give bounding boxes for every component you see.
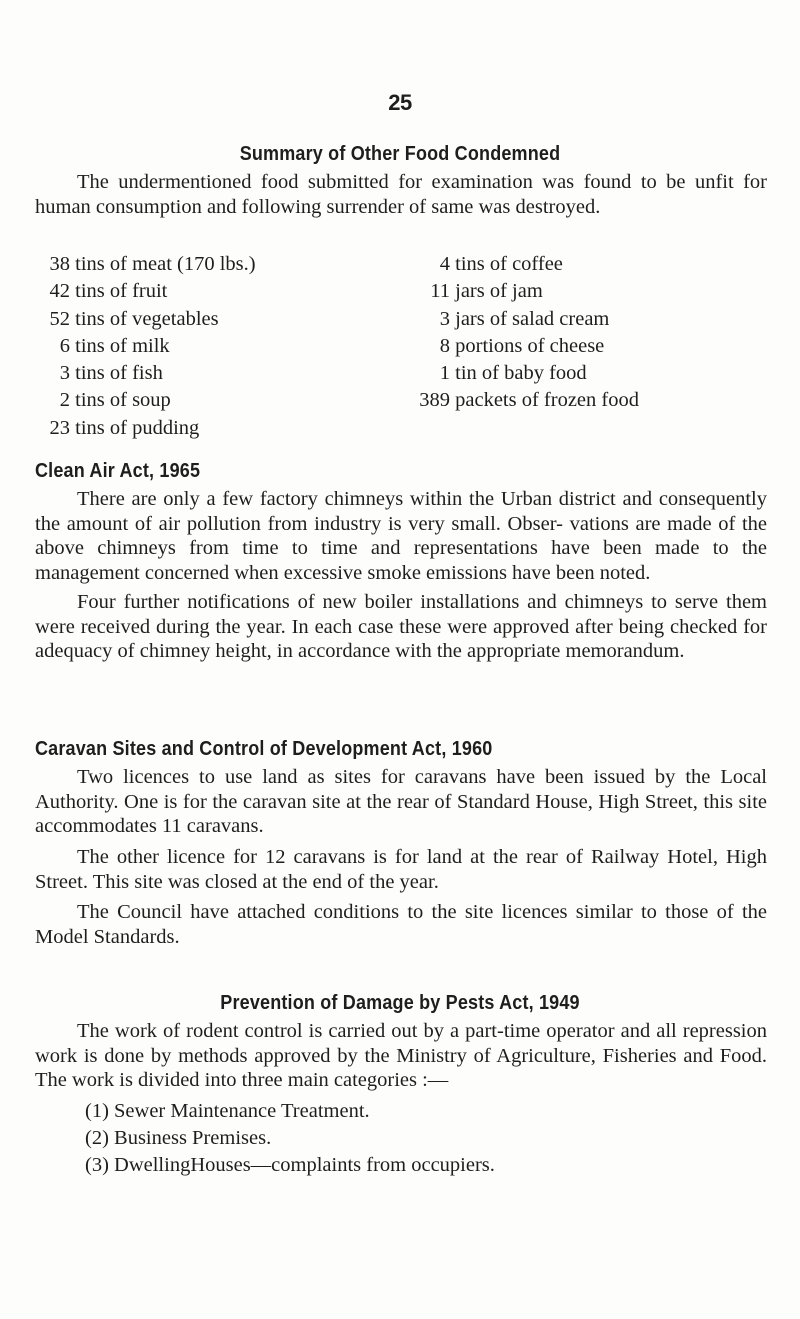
list-item: 8 portions of cheese	[439, 334, 605, 357]
list-item: 42 tins of fruit	[49, 280, 168, 303]
list-item: 6 tins of milk	[59, 334, 170, 357]
list-item: 1 tin of baby food	[439, 362, 587, 385]
food-list-right	[418, 251, 639, 415]
page-number: 25	[388, 90, 412, 115]
list-item: 4 tins of coffee	[439, 253, 563, 275]
list-item: 3 jars of salad cream	[439, 307, 610, 330]
food-list-left	[42, 251, 256, 442]
list-item: (2) Business Premises.	[85, 1127, 272, 1149]
caravan-paragraph-1: Two licences to use land as sites for caravans have been issued by the Local Authority. One is for the caravan site at the rear of Standard House, High Street, this site accommodates 11 caravans.	[35, 766, 767, 837]
caravan-heading: Caravan Sites and Control of Development Act, 1960	[35, 738, 493, 760]
list-item: (3) DwellingHouses—complaints from occupiers.	[85, 1154, 495, 1176]
clean-air-paragraph-1: There are only a few factory chimneys within the Urban district and consequently the amount of air pollution from industry is very small. Obser- vations are made of the above chimneys from time to time and representations have been made to the management concerned when excessive smoke emissions have been noted.	[35, 488, 767, 584]
caravan-paragraph-3: The Council have attached conditions to the site licences similar to those of the Model Standards.	[35, 901, 767, 948]
clean-air-paragraph-2: Four further notifications of new boiler installations and chimneys to serve them were received during the year. In each case these were approved after being checked for adequacy of chimney height, in accordance with the appropriate memorandum.	[35, 591, 767, 662]
list-item: (1) Sewer Maintenance Treatment.	[85, 1100, 370, 1122]
clean-air-heading: Clean Air Act, 1965	[35, 460, 201, 482]
food-section-intro: The undermentioned food submitted for examination was found to be unfit for human consumption and following surrender of same was destroyed.	[35, 171, 767, 218]
food-section-heading: Summary of Other Food Condemned	[239, 143, 561, 165]
list-item: 11 jars of jam	[430, 280, 543, 303]
list-item: 52 tins of vegetables	[49, 307, 219, 330]
list-item: 3 tins of fish	[59, 362, 163, 385]
pests-paragraph-1: The work of rodent control is carried out by a part-time operator and all repression work is done by methods approved by the Ministry of Agriculture, Fisheries and Food. The work is divided into three main categories :—	[35, 1020, 767, 1091]
list-item: 23 tins of pudding	[49, 416, 200, 439]
list-item: 389 packets of frozen food	[419, 389, 639, 412]
list-item: 2 tins of soup	[59, 389, 171, 412]
list-item: 38 tins of meat (170 lbs.)	[49, 253, 256, 275]
caravan-paragraph-2: The other licence for 12 caravans is for land at the rear of Railway Hotel, High Street. This site was closed at the end of the year.	[35, 846, 767, 893]
pests-heading: Prevention of Damage by Pests Act, 1949	[220, 992, 580, 1014]
